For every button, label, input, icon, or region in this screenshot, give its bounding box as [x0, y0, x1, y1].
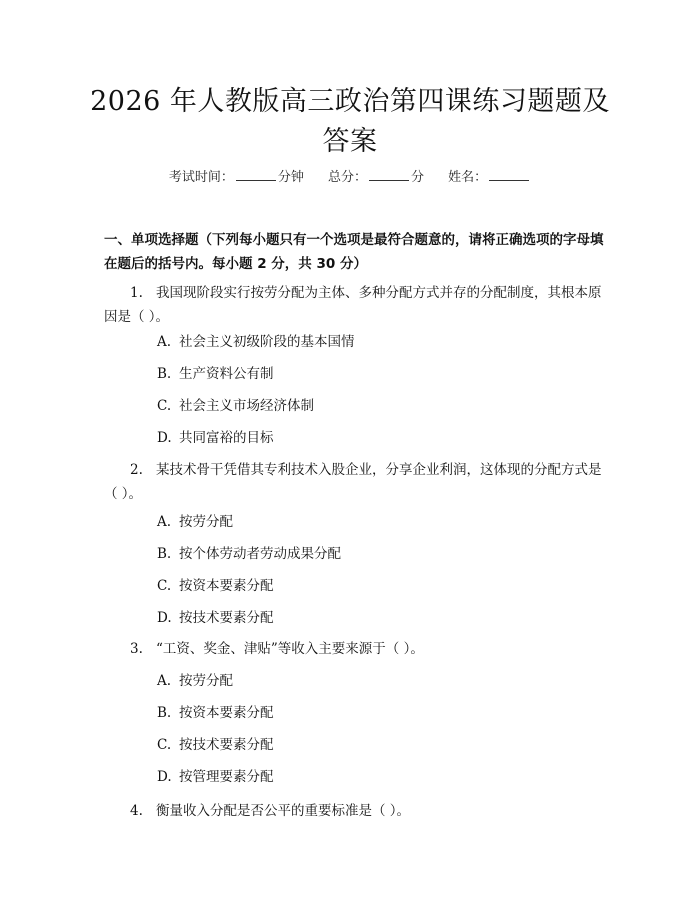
question-1 [104, 281, 604, 329]
exam-time-blank [236, 168, 276, 181]
section-header: 一、单项选择题（下列每小题只有一个选项是最符合题意的，请将正确选项的字母填在题后的括号内。每小题 2 分，共 30 分） [104, 232, 604, 272]
name-label: 姓名： [448, 170, 488, 185]
option-text: 按管理要素分配 [179, 769, 274, 785]
option-1d [157, 428, 577, 448]
option-1b [157, 364, 577, 384]
option-letter: B. [157, 546, 172, 562]
total-score-label: 总分： [327, 170, 367, 185]
option-letter: B. [157, 366, 172, 382]
option-text: 按资本要素分配 [179, 705, 274, 721]
option-2b [157, 544, 577, 564]
question-4 [104, 799, 604, 823]
option-1a [157, 332, 577, 352]
option-letter: C. [157, 578, 172, 594]
question-number: 3. [130, 641, 143, 657]
option-letter: A. [157, 673, 172, 689]
question-text: 某技术骨干凭借其专利技术入股企业，分享企业利润，这体现的分配方式是（ ）。 [104, 462, 602, 502]
option-letter: D. [157, 769, 172, 785]
option-text: 生产资料公有制 [179, 366, 274, 382]
option-text: 社会主义市场经济体制 [179, 398, 314, 414]
option-text: 共同富裕的目标 [179, 430, 274, 446]
name-field [448, 170, 531, 185]
option-3c [157, 735, 577, 755]
option-text: 按劳分配 [179, 514, 233, 530]
name-blank [489, 168, 529, 181]
question-text: 我国现阶段实行按劳分配为主体、多种分配方式并存的分配制度，其根本原因是（ ）。 [104, 285, 602, 325]
exam-info-line [0, 168, 700, 188]
option-letter: B. [157, 705, 172, 721]
question-number: 2. [130, 462, 143, 478]
question-text: 衡量收入分配是否公平的重要标准是（ ）。 [156, 803, 411, 819]
exam-time-field [169, 170, 308, 185]
option-letter: C. [157, 398, 172, 414]
option-text: 按资本要素分配 [179, 578, 274, 594]
total-score-unit: 分 [411, 170, 425, 185]
question-number: 1. [130, 285, 143, 301]
option-1c [157, 396, 577, 416]
option-2c [157, 576, 577, 596]
option-2a [157, 512, 577, 532]
option-text: 社会主义初级阶段的基本国情 [179, 334, 355, 350]
question-number: 4. [130, 803, 143, 819]
option-text: 按个体劳动者劳动成果分配 [179, 546, 341, 562]
option-2d [157, 608, 577, 628]
exam-time-label: 考试时间： [168, 170, 234, 185]
option-text: 按技术要素分配 [179, 737, 274, 753]
option-letter: C. [157, 737, 172, 753]
total-score-field [328, 170, 428, 185]
option-3d [157, 767, 577, 787]
option-letter: D. [157, 430, 172, 446]
option-3b [157, 703, 577, 723]
option-3a [157, 671, 577, 691]
question-3 [104, 637, 604, 661]
option-text: 按技术要素分配 [179, 610, 274, 626]
option-text: 按劳分配 [179, 673, 233, 689]
option-letter: A. [157, 334, 172, 350]
option-letter: D. [157, 610, 172, 626]
document-title: 2026 年人教版高三政治第四课练习题题及答案 [90, 86, 610, 157]
exam-time-unit: 分钟 [277, 170, 304, 185]
option-letter: A. [157, 514, 172, 530]
question-text: “工资、奖金、津贴”等收入主要来源于（ ）。 [156, 641, 424, 657]
total-score-blank [369, 168, 409, 181]
question-2 [104, 458, 604, 506]
